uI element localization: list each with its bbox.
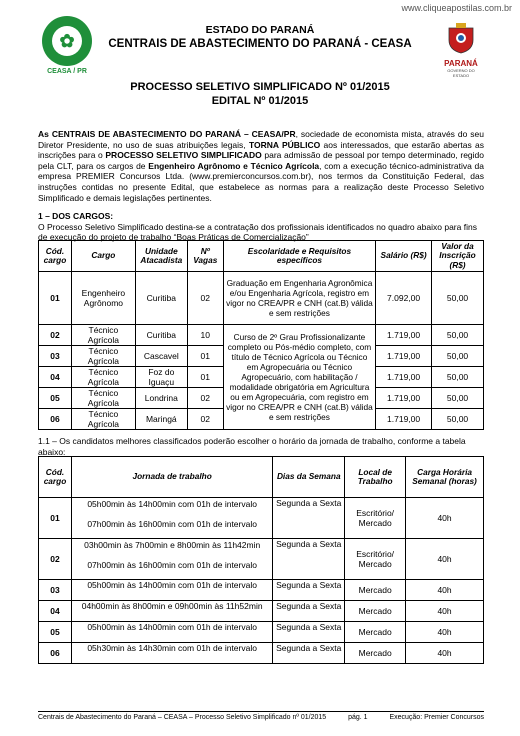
ceasa-emblem-icon: ✿ xyxy=(42,16,92,66)
cell-carga: 40h xyxy=(406,498,484,539)
cell-unidade: Curitiba xyxy=(135,325,187,346)
cell-inscricao: 50,00 xyxy=(432,325,484,346)
col-jornada: Jornada de trabalho xyxy=(71,457,272,498)
section-1 xyxy=(38,211,484,243)
cell-cod: 04 xyxy=(39,367,72,388)
cell-unidade: Maringá xyxy=(135,409,187,430)
document-title xyxy=(0,80,520,108)
cell-dias: Segunda a Sexta xyxy=(273,601,345,622)
table-row xyxy=(39,325,484,346)
parana-logo-subtext: GOVERNO DO ESTADO xyxy=(447,68,475,78)
cell-carga: 40h xyxy=(406,580,484,601)
table-row xyxy=(39,539,484,580)
cell-inscricao: 50,00 xyxy=(432,409,484,430)
jornada-line-1: 03h00min às 7h00min e 8h00min às 11h42min xyxy=(84,540,261,550)
cell-salario: 1.719,00 xyxy=(376,409,432,430)
cell-carga: 40h xyxy=(406,622,484,643)
header-state: ESTADO DO PARANÁ xyxy=(205,24,315,36)
watermark: www.cliqueapostilas.com.br xyxy=(401,3,512,13)
footer-page-number: pág. 1 xyxy=(348,714,368,721)
footer-right: Execução: Premier Concursos xyxy=(389,714,484,721)
cell-cargo: Engenheiro Agrônomo xyxy=(71,272,135,325)
cell-cod: 02 xyxy=(39,325,72,346)
col-cod: Cód. cargo xyxy=(39,241,72,272)
cell-local: Mercado xyxy=(345,643,406,664)
cell-requisitos-tec: Curso de 2º Grau Profissionalizante completo ou Pós-médio completo, com título de Técnico Agrícola ou Técnico em Agropecuária ou Técnico Agropecuário, com habilitação / modalidade obrigatória em Agricultura ou em Agropecuária, com registro em vigor no CREA/PR e CNH (cat.B) válida e sem restrições xyxy=(223,325,375,430)
table-row xyxy=(39,643,484,664)
cell-jornada: 04h00min às 8h00min e 09h00min às 11h52min xyxy=(71,601,272,622)
intro-cargos: Engenheiro Agrônomo e Técnico Agrícola xyxy=(148,160,320,171)
cell-dias: Segunda a Sexta xyxy=(273,580,345,601)
table-row xyxy=(39,272,484,325)
cell-cargo: Técnico Agrícola xyxy=(71,367,135,388)
cell-salario: 1.719,00 xyxy=(376,346,432,367)
col-inscricao: Valor da Inscrição (R$) xyxy=(432,241,484,272)
cell-cod: 05 xyxy=(39,622,72,643)
cell-dias: Segunda a Sexta xyxy=(273,622,345,643)
cell-cargo: Técnico Agrícola xyxy=(71,388,135,409)
cell-salario: 1.719,00 xyxy=(376,367,432,388)
cell-cod: 01 xyxy=(39,272,72,325)
intro-text-4: , com a execução técnico-administrativa da empresa PREMIER Concursos Ltda. (www.premierconcursos.com.br), nos termos da Constituição Federal, das instruções contidas no presente Edital, que estabelece as normas para a realização deste Processo Seletivo Simplificado e demais legislações pertinentes. xyxy=(38,160,485,203)
intro-org: As CENTRAIS DE ABASTECIMENTO DO PARANÁ – CEASA/PR xyxy=(38,129,296,139)
cell-requisitos-eng: Graduação em Engenharia Agronômica e/ou Engenharia Agrícola, registro em vigor no CREA/PR e CNH (cat.B) válida e sem restrições xyxy=(223,272,375,325)
jornada-line-2: 07h00min às 16h00min com 01h de intervalo xyxy=(87,519,257,529)
table-row xyxy=(39,601,484,622)
col-dias: Dias da Semana xyxy=(273,457,345,498)
cell-dias: Segunda a Sexta xyxy=(273,498,345,539)
cell-inscricao: 50,00 xyxy=(432,346,484,367)
cell-inscricao: 50,00 xyxy=(432,367,484,388)
intro-processo: PROCESSO SELETIVO SIMPLIFICADO xyxy=(105,150,262,161)
cell-vagas: 01 xyxy=(187,346,223,367)
cell-jornada xyxy=(71,539,272,580)
title-line-2: EDITAL Nº 01/2015 xyxy=(211,95,309,107)
cell-unidade: Cascavel xyxy=(135,346,187,367)
cell-dias: Segunda a Sexta xyxy=(273,539,345,580)
intro-text-1: , sociedade de economista mista, através do seu Diretor Presidente, no uso de suas atribuições legais, xyxy=(38,129,484,150)
cell-vagas: 02 xyxy=(187,272,223,325)
table-row xyxy=(39,498,484,539)
cell-local: Mercado xyxy=(345,580,406,601)
cell-salario: 1.719,00 xyxy=(376,388,432,409)
cell-jornada: 05h00min às 14h00min com 01h de intervalo xyxy=(71,622,272,643)
table-row xyxy=(39,580,484,601)
parana-logo-text: PARANÁ xyxy=(444,59,478,68)
cell-unidade: Foz do Iguaçu xyxy=(135,367,187,388)
cell-cod: 02 xyxy=(39,539,72,580)
col-vagas: Nº Vagas xyxy=(187,241,223,272)
section-1-1: 1.1 – Os candidatos melhores classificados poderão escolher o horário da jornada de trabalho, conforme a tabela abaixo: xyxy=(38,436,466,457)
col-salario: Salário (R$) xyxy=(376,241,432,272)
cell-salario: 1.719,00 xyxy=(376,325,432,346)
col-carga: Carga Horária Semanal (horas) xyxy=(406,457,484,498)
cell-cod: 01 xyxy=(39,498,72,539)
parana-shield-icon xyxy=(447,22,475,54)
jornada-line-2: 07h00min às 16h00min com 01h de intervalo xyxy=(87,560,257,570)
intro-torna-publico: TORNA PÚBLICO xyxy=(248,139,321,150)
col-cargo: Cargo xyxy=(71,241,135,272)
cell-cargo: Técnico Agrícola xyxy=(71,325,135,346)
cell-inscricao: 50,00 xyxy=(432,272,484,325)
intro-paragraph xyxy=(38,129,484,203)
cell-cargo: Técnico Agrícola xyxy=(71,409,135,430)
col-cod: Cód. cargo xyxy=(39,457,72,498)
cell-local: Mercado xyxy=(345,622,406,643)
header-org: CENTRAIS DE ABASTECIMENTO DO PARANÁ - CEASA xyxy=(108,38,412,50)
section-1-heading: 1 – DOS CARGOS: xyxy=(38,211,114,221)
cell-carga: 40h xyxy=(406,643,484,664)
cell-carga: 40h xyxy=(406,601,484,622)
jornada-header-row xyxy=(39,457,484,498)
intro-text-2: aos interessados, que estarão abertas as inscrições para o xyxy=(38,139,485,161)
cell-vagas: 10 xyxy=(187,325,223,346)
cell-unidade: Curitiba xyxy=(135,272,187,325)
cell-cargo: Técnico Agrícola xyxy=(71,346,135,367)
title-line-1: PROCESSO SELETIVO SIMPLIFICADO Nº 01/2015 xyxy=(130,81,390,93)
cell-unidade: Londrina xyxy=(135,388,187,409)
cell-vagas: 02 xyxy=(187,388,223,409)
jornada-table xyxy=(38,456,484,664)
cell-jornada: 05h30min às 14h30min com 01h de intervalo xyxy=(71,643,272,664)
intro-text-3: para admissão de pessoal por tempo determinado, regido pela CLT, para os cargos de xyxy=(38,150,485,171)
cell-cod: 03 xyxy=(39,346,72,367)
cell-cod: 05 xyxy=(39,388,72,409)
cell-cod: 06 xyxy=(39,643,72,664)
cell-jornada xyxy=(71,498,272,539)
cell-local: Mercado xyxy=(345,601,406,622)
col-local: Local de Trabalho xyxy=(345,457,406,498)
col-unidade: Unidade Atacadista xyxy=(135,241,187,272)
cell-cod: 06 xyxy=(39,409,72,430)
section-1-text: O Processo Seletivo Simplificado destina-se a contratação dos profissionais identificados no quadro abaixo para fins de execução do projeto de trabalho “Boas Práticas de Comercialização” xyxy=(38,221,477,243)
table-row xyxy=(39,622,484,643)
cargos-header-row xyxy=(39,241,484,272)
cell-local: Escritório/ Mercado xyxy=(345,539,406,580)
parana-logo xyxy=(440,22,482,78)
cargos-table xyxy=(38,240,484,430)
cell-vagas: 02 xyxy=(187,409,223,430)
cell-vagas: 01 xyxy=(187,367,223,388)
cell-cod: 04 xyxy=(39,601,72,622)
col-escolaridade: Escolaridade e Requisitos específicos xyxy=(223,241,375,272)
footer-left: Centrais de Abastecimento do Paraná – CEASA – Processo Seletivo Simplificado nº 01/2015 xyxy=(38,714,327,721)
cell-carga: 40h xyxy=(406,539,484,580)
cell-dias: Segunda a Sexta xyxy=(273,643,345,664)
cell-jornada: 05h00min às 14h00min com 01h de intervalo xyxy=(71,580,272,601)
cell-salario: 7.092,00 xyxy=(376,272,432,325)
ceasa-logo-text: CEASA / PR xyxy=(47,68,87,75)
cell-inscricao: 50,00 xyxy=(432,388,484,409)
jornada-line-1: 05h00min às 14h00min com 01h de intervalo xyxy=(87,499,257,509)
page-footer xyxy=(38,711,484,721)
cell-cod: 03 xyxy=(39,580,72,601)
cell-local: Escritório/ Mercado xyxy=(345,498,406,539)
